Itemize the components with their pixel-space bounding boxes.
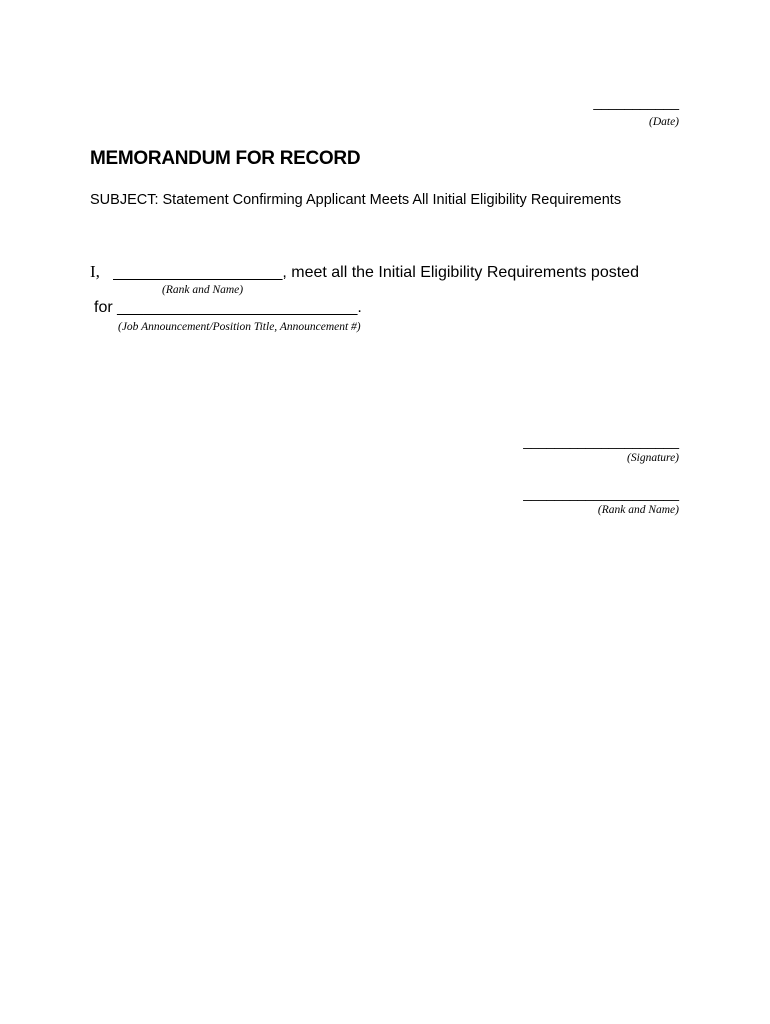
date-caption: (Date)	[648, 116, 679, 128]
statement-line	[90, 262, 639, 282]
signature-blank: ____________________	[523, 433, 679, 449]
for-line	[94, 299, 362, 317]
for-line-end: .	[357, 299, 362, 316]
job-announcement-caption: (Job Announcement/Position Title, Announcement #)	[118, 321, 361, 333]
statement-lead: I,	[90, 262, 100, 281]
signer-rank-name-caption: (Rank and Name)	[597, 504, 679, 516]
rank-name-caption: (Rank and Name)	[162, 284, 244, 296]
rank-name-blank: ___________________	[113, 264, 283, 281]
signer-rank-name-blank: ____________________	[523, 485, 679, 501]
subject-line: SUBJECT: Statement Confirming Applicant Meets All Initial Eligibility Requirements	[90, 192, 622, 208]
job-announcement-blank: ___________________________	[117, 299, 358, 316]
for-label: for	[94, 299, 113, 316]
signature-caption: (Signature)	[627, 452, 679, 464]
memo-title: MEMORANDUM FOR RECORD	[90, 148, 361, 169]
statement-text: , meet all the Initial Eligibility Requirements posted	[282, 264, 639, 281]
date-blank: ___________	[593, 94, 679, 110]
